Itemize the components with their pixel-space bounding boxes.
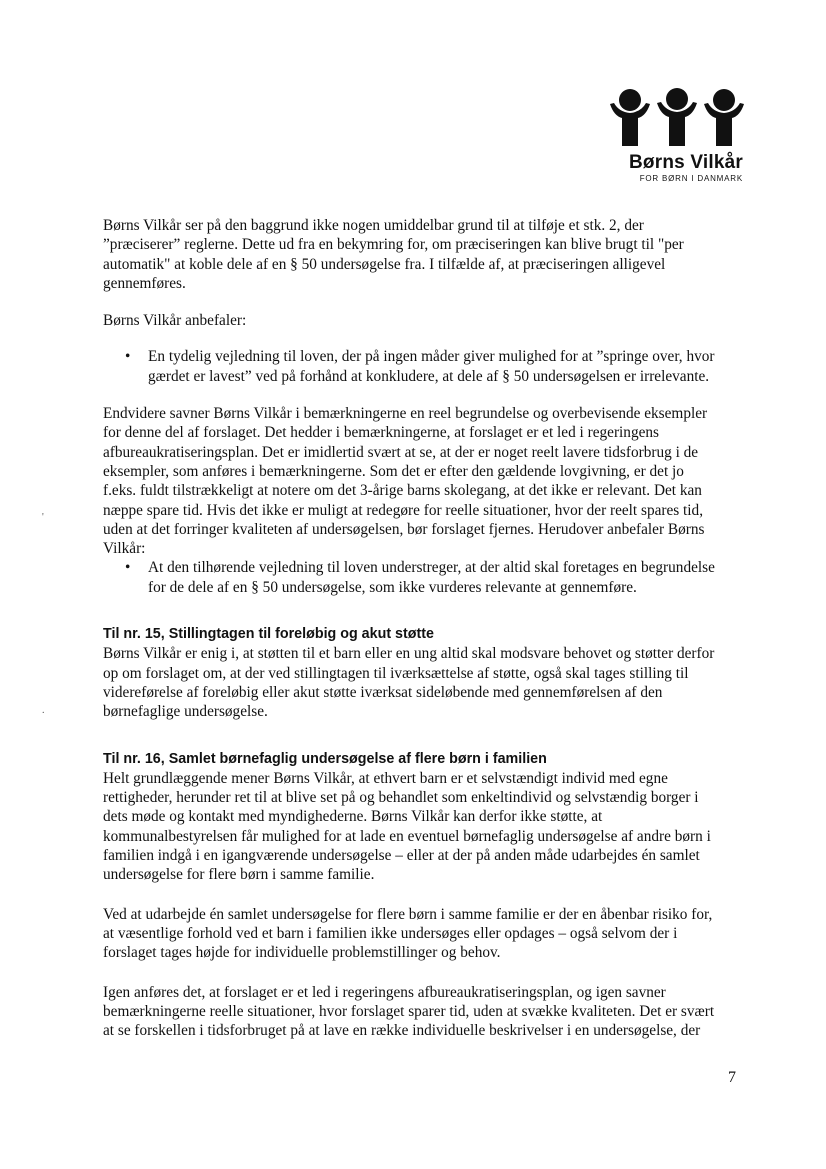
text-line: En tydelig vejledning til loven, der på ingen måder giver mulighed for at ”springe over, hvor xyxy=(148,348,715,366)
paragraph-2: Børns Vilkår anbefaler: xyxy=(103,312,247,330)
section-heading-nr-15: Til nr. 15, Stillingtagen til foreløbig og akut støtte xyxy=(103,626,434,643)
scan-artifact: ' xyxy=(42,512,44,523)
paragraph-6 xyxy=(103,905,753,963)
recommendation-list-2 xyxy=(103,558,753,597)
text-line: automatik" at koble dele af en § 50 undersøgelse fra. I tilfælde af, at præciseringen alligevel xyxy=(103,255,666,273)
bullet-icon: • xyxy=(125,559,131,577)
text-line: videreførelse af foreløbig eller akut støtte iværksat sideløbende med gennemførelsen af den xyxy=(103,683,663,701)
text-line: næppe spare tid. Hvis det ikke er muligt at redegøre for reelle situationer, hvor der reelt spares tid, xyxy=(103,501,704,519)
list-item xyxy=(103,558,753,597)
text-line: kommunalbestyrelsen får mulighed for at lade en eventuel børnefaglig undersøgelse af andre børn i xyxy=(103,827,711,845)
text-line: At den tilhørende vejledning til loven understreger, at der altid skal foretages en begrundelse xyxy=(148,559,715,577)
text-line: forslaget tages højde for individuelle problemstillinger og behov. xyxy=(103,944,501,962)
borns-vilkar-logo xyxy=(608,86,748,183)
text-line: ”præciserer” reglerne. Dette ud fra en bekymring for, om præciseringen kan blive brugt til "per xyxy=(103,236,684,254)
paragraph-4 xyxy=(103,644,753,721)
paragraph-5 xyxy=(103,769,753,885)
text-line: undersøgelse for flere børn i samme familie. xyxy=(103,866,375,884)
paragraph-3 xyxy=(103,404,753,558)
text-line: bemærkningerne reelle situationer, hvor forslaget sparer tid, uden at svække kvaliteten. Det er svært xyxy=(103,1002,715,1020)
logo-tagline: FOR BØRN I DANMARK xyxy=(639,174,743,183)
text-line: f.eks. fuldt tilstrækkeligt at notere om det 3-årige barns skolegang, at det ikke er relevant. Det kan xyxy=(103,482,702,500)
logo-name: Børns Vilkår xyxy=(629,152,743,173)
three-children-icon xyxy=(608,86,748,148)
page-number: 7 xyxy=(728,1069,736,1086)
text-line: eksempler, som anføres i bemærkningerne. Som det er efter den gældende lovgivning, er det jo xyxy=(103,462,684,480)
text-line: dets møde og kontakt med myndighederne. Børns Vilkår kan derfor ikke støtte, at xyxy=(103,808,603,826)
text-line: op om forslaget om, at der ved stillingtagen til iværksættelse af støtte, også skal tages stilling til xyxy=(103,664,689,682)
text-line: afbureaukratiseringsplan. Det er imidlertid svært at se, at der er noget reelt lavere tidsforbrug i de xyxy=(103,443,699,461)
text-line: familien indgå i en igangværende undersøgelse – eller at der på anden måde udarbejdes én samlet xyxy=(103,847,700,865)
text-line: Vilkår: xyxy=(103,540,146,558)
section-heading-nr-16: Til nr. 16, Samlet børnefaglig undersøgelse af flere børn i familien xyxy=(103,750,547,767)
list-item xyxy=(103,347,753,386)
text-line: gennemføres. xyxy=(103,274,186,292)
text-line: Helt grundlæggende mener Børns Vilkår, at ethvert barn er et selvstændigt individ med egne xyxy=(103,769,668,787)
text-line: at se forskellen i tidsforbruget på at lave en række individuelle beskrivelser i en undersøgelse, der xyxy=(103,1022,701,1040)
text-line: rettigheder, herunder ret til at blive set på og behandlet som enkeltindivid og selvstændig borger i xyxy=(103,789,699,807)
document-body xyxy=(103,216,753,1040)
text-line: Endvidere savner Børns Vilkår i bemærkningerne en reel begrundelse og overbevisende eksempler xyxy=(103,405,708,423)
text-line: Ved at udarbejde én samlet undersøgelse for flere børn i samme familie er der en åbenbar risiko for, xyxy=(103,905,713,923)
text-line: uden at det forringer kvaliteten af undersøgelsen, bør forslaget fjernes. Herudover anbefaler Børns xyxy=(103,520,705,538)
recommendation-list-1 xyxy=(103,347,753,386)
text-line: børnefaglige undersøgelse. xyxy=(103,703,268,721)
scan-artifact: . xyxy=(42,705,45,716)
paragraph-1 xyxy=(103,216,753,293)
text-line: Børns Vilkår ser på den baggrund ikke nogen umiddelbar grund til at tilføje et stk. 2, der xyxy=(103,217,644,234)
text-line: gærdet er lavest” ved på forhånd at konkludere, at dele af § 50 undersøgelsen er irrelevante. xyxy=(148,367,710,385)
bullet-icon: • xyxy=(125,348,131,366)
text-line: Børns Vilkår er enig i, at støtten til et barn eller en ung altid skal modsvare behovet og støtter derfor xyxy=(103,645,715,663)
text-line: Igen anføres det, at forslaget er et led i regeringens afbureaukratiseringsplan, og igen savner xyxy=(103,983,666,1001)
paragraph-7 xyxy=(103,983,753,1041)
text-line: for denne del af forslaget. Det hedder i bemærkningerne, at forslaget er et led i regeringens xyxy=(103,424,659,442)
text-line: at væsentlige forhold ved et barn i familien ikke undersøges eller opdages – også selvom der i xyxy=(103,924,678,942)
text-line: for de dele af en § 50 undersøgelse, som ikke vurderes relevante at gennemføre. xyxy=(148,578,637,596)
